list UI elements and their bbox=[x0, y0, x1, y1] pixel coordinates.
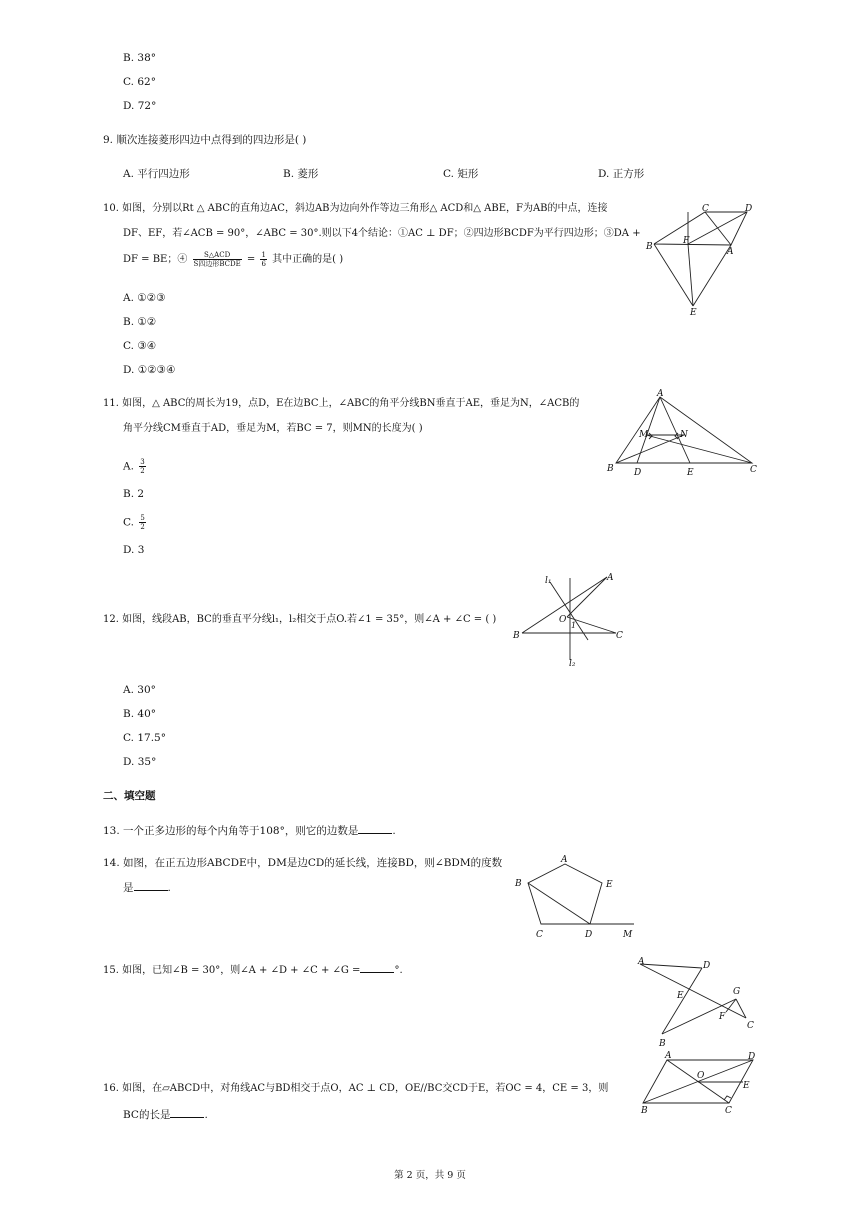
q11-label-a: A bbox=[657, 389, 664, 399]
q12-label-l2: l₂ bbox=[569, 659, 576, 669]
q10-rhs-denominator: 6 bbox=[261, 260, 266, 268]
q8-option-d: D. 72° bbox=[123, 100, 157, 112]
q15-label-e: E bbox=[677, 991, 684, 1001]
q10-rhs-fraction bbox=[260, 251, 266, 268]
q13-stem bbox=[103, 823, 396, 838]
q11-option-d: D. 3 bbox=[123, 544, 145, 556]
q12-option-a: A. 30° bbox=[123, 684, 156, 696]
q10-line-3-start: DF = BE；④ bbox=[123, 254, 188, 265]
q14-answer-blank bbox=[134, 880, 168, 891]
q14-figure bbox=[510, 850, 640, 945]
q12-label-angle-1: 1 bbox=[571, 621, 577, 630]
q11-option-a bbox=[123, 458, 148, 475]
q16-label-e: E bbox=[743, 1081, 750, 1091]
q10-equals: = bbox=[246, 254, 256, 265]
q10-option-d: D. ①②③④ bbox=[123, 364, 176, 376]
q13-text: 13. 一个正多边形的每个内角等于108°，则它的边数是 bbox=[103, 825, 359, 837]
q11-figure bbox=[600, 385, 760, 480]
q10-area-fraction bbox=[193, 251, 242, 268]
q11-option-a-num: 3 bbox=[140, 458, 145, 466]
q11-option-c bbox=[123, 514, 148, 531]
q10-option-a: A. ①②③ bbox=[123, 292, 166, 304]
q9-option-a: A. 平行四边形 bbox=[123, 168, 190, 180]
q10-line-3-end: 其中正确的是( ) bbox=[272, 254, 344, 265]
q12-figure bbox=[508, 570, 633, 670]
q15-label-a: A bbox=[638, 957, 645, 967]
q12-label-a: A bbox=[607, 573, 614, 583]
q14-label-a: A bbox=[561, 855, 568, 865]
q10-label-c: C bbox=[702, 204, 709, 214]
q11-line-1: 11. 如图，△ ABC的周长为19，点D，E在边BC上，∠ABC的角平分线BN垂直于AE，垂足为N，∠ACB的 bbox=[103, 398, 580, 409]
q11-option-b: B. 2 bbox=[123, 488, 145, 500]
q10-figure bbox=[640, 200, 760, 320]
q10-label-f: F bbox=[683, 236, 690, 246]
q10-line-2: DF、EF，若∠ACB = 90°，∠ABC = 30°.则以下4个结论：①AC ⊥ DF；②四边形BCDF为平行四边形；③DA + bbox=[123, 228, 641, 239]
q15-text: 15. 如图，已知∠B = 30°，则∠A + ∠D + ∠C + ∠G = bbox=[103, 965, 361, 976]
q14-label-b: B bbox=[515, 879, 522, 889]
q15-answer-blank bbox=[360, 962, 394, 973]
q12-label-o: O bbox=[559, 615, 567, 625]
q11-label-c: C bbox=[750, 465, 757, 475]
q10-option-c: C. ③④ bbox=[123, 340, 157, 352]
q14-label-m: M bbox=[623, 930, 633, 940]
q10-label-a: A bbox=[727, 247, 734, 257]
q14-end: . bbox=[167, 882, 171, 894]
q16-answer-blank bbox=[170, 1107, 204, 1118]
q11-option-a-letter: A. bbox=[123, 460, 134, 473]
q12-label-c: C bbox=[616, 631, 623, 641]
q16-text: BC的长是 bbox=[123, 1109, 171, 1121]
q8-option-b: B. 38° bbox=[123, 52, 157, 64]
q15-label-c: C bbox=[747, 1021, 754, 1031]
q16-label-a: A bbox=[665, 1051, 672, 1061]
q11-label-b: B bbox=[607, 464, 614, 474]
q13-end: . bbox=[392, 825, 396, 837]
q12-option-d: D. 35° bbox=[123, 756, 157, 768]
q14-label-d: D bbox=[585, 930, 593, 940]
q11-option-c-fraction bbox=[139, 514, 145, 531]
q15-label-g: G bbox=[733, 987, 741, 997]
q10-line-3 bbox=[123, 251, 343, 268]
q10-fraction-numerator: S△ACD bbox=[193, 251, 242, 260]
q11-label-n: N bbox=[680, 430, 688, 440]
q11-option-c-letter: C. bbox=[123, 516, 134, 529]
q12-label-l1: l₁ bbox=[545, 576, 552, 586]
q14-label-c: C bbox=[536, 930, 543, 940]
q16-line-1: 16. 如图，在▱ABCD中，对角线AC与BD相交于点O，AC ⊥ CD，OE//BC交CD于E，若OC = 4，CE = 3，则 bbox=[103, 1083, 609, 1094]
q16-end: . bbox=[204, 1109, 208, 1121]
q9-option-d: D. 正方形 bbox=[598, 168, 645, 180]
q11-label-e: E bbox=[687, 468, 694, 478]
q13-answer-blank bbox=[358, 823, 392, 834]
q10-line-1: 10. 如图，分别以Rt △ ABC的直角边AC，斜边AB为边向外作等边三角形△ ACD和△ ABE，F为AB的中点，连接 bbox=[103, 203, 608, 214]
q10-option-b: B. ①② bbox=[123, 316, 157, 328]
q14-line-1: 14. 如图，在正五边形ABCDE中，DM是边CD的延长线，连接BD，则∠BDM的度数 bbox=[103, 857, 503, 869]
q11-option-a-den: 2 bbox=[140, 467, 145, 475]
q12-option-b: B. 40° bbox=[123, 708, 157, 720]
q14-text: 是 bbox=[123, 882, 134, 894]
q10-fraction-denominator: S四边形BCDE bbox=[193, 260, 241, 268]
q16-label-o: O bbox=[697, 1071, 705, 1081]
q10-label-e: E bbox=[690, 308, 697, 318]
q14-label-e: E bbox=[606, 880, 613, 890]
q16-label-c: C bbox=[725, 1106, 732, 1116]
q11-option-c-den: 2 bbox=[140, 523, 145, 531]
q15-figure bbox=[632, 952, 762, 1052]
q11-line-2: 角平分线CM垂直于AD，垂足为M，若BC = 7，则MN的长度为( ) bbox=[123, 423, 423, 434]
q8-option-c: C. 62° bbox=[123, 76, 156, 88]
q10-label-b: B bbox=[646, 242, 653, 252]
q11-option-c-num: 5 bbox=[140, 514, 145, 522]
section-title-fill-blank: 二、填空题 bbox=[103, 790, 156, 802]
q11-option-a-fraction bbox=[139, 458, 145, 475]
q15-end: °. bbox=[394, 965, 403, 976]
q15-label-f: F bbox=[719, 1012, 726, 1022]
q12-label-b: B bbox=[513, 631, 520, 641]
q9-option-c: C. 矩形 bbox=[443, 168, 479, 180]
q16-label-b: B bbox=[641, 1106, 648, 1116]
q11-label-d: D bbox=[634, 468, 642, 478]
q9-stem: 9. 顺次连接菱形四边中点得到的四边形是( ) bbox=[103, 134, 307, 146]
q12-option-c: C. 17.5° bbox=[123, 732, 166, 744]
q15-label-b: B bbox=[659, 1039, 666, 1049]
q16-line-2 bbox=[123, 1107, 208, 1122]
q14-line-2 bbox=[123, 880, 171, 895]
q10-label-d: D bbox=[745, 204, 753, 214]
q10-rhs-numerator: 1 bbox=[261, 251, 266, 259]
q16-label-d: D bbox=[748, 1052, 756, 1062]
q12-stem: 12. 如图，线段AB，BC的垂直平分线l₁，l₂相交于点O.若∠1 = 35°，则∠A + ∠C = ( ) bbox=[103, 614, 497, 625]
page-footer: 第 2 页，共 9 页 bbox=[394, 1170, 466, 1181]
q15-stem bbox=[103, 962, 403, 978]
q9-option-b: B. 菱形 bbox=[283, 168, 319, 180]
q11-label-m: M bbox=[639, 430, 649, 440]
q15-label-d: D bbox=[703, 961, 711, 971]
q16-figure bbox=[635, 1046, 760, 1118]
